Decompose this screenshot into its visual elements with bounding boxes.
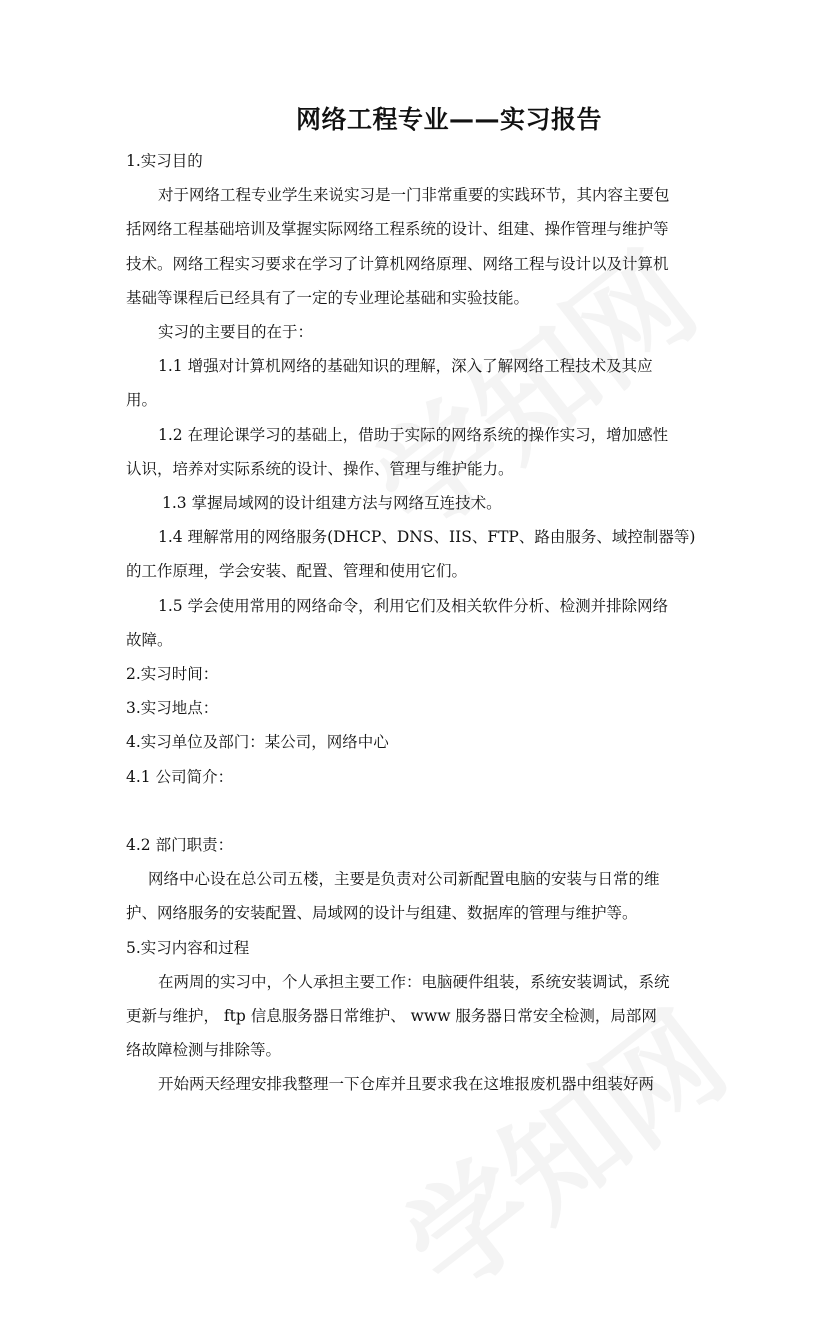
list-item-line: 故障。 <box>126 630 173 649</box>
list-item-line: 1.4 理解常用的网络服务(DHCP、DNS、IIS、FTP、路由服务、域控制器等) <box>158 528 696 547</box>
paragraph-line: 括网络工程基础培训及掌握实际网络工程系统的设计、组建、操作管理与维护等 <box>126 220 669 239</box>
paragraph-line: 开始两天经理安排我整理一下仓库并且要求我在这堆报废机器中组装好两 <box>158 1075 655 1094</box>
section-heading: 1.实习目的 <box>126 152 203 170</box>
document-title: 网络工程专业——实习报告 <box>295 105 602 134</box>
paragraph-line: 技术。网络工程实习要求在学习了计算机网络原理、网络工程与设计以及计算机 <box>126 254 669 273</box>
section-heading: 5.实习内容和过程 <box>126 938 250 957</box>
paragraph-line: 实习的主要目的在于： <box>158 323 314 342</box>
list-item-line: 的工作原理，学会安装、配置、管理和使用它们。 <box>126 562 468 581</box>
paragraph-line: 络故障检测与排除等。 <box>126 1041 282 1060</box>
paragraph-line: 对于网络工程专业学生来说实习是一门非常重要的实践环节，其内容主要包 <box>158 186 670 205</box>
list-item-line: 1.2 在理论课学习的基础上，借助于实际的网络系统的操作实习，增加感性 <box>158 425 669 444</box>
list-item-line: 认识，培养对实际系统的设计、操作、管理与维护能力。 <box>126 459 514 478</box>
section-heading: 4.1 公司简介： <box>126 767 234 786</box>
list-item-line: 用。 <box>126 391 158 410</box>
section-heading: 4.2 部门职责： <box>126 836 234 855</box>
paragraph-line: 基础等课程后已经具有了一定的专业理论基础和实验技能。 <box>126 288 530 307</box>
document-body <box>126 100 716 1102</box>
paragraph-line: 护、网络服务的安装配置、局域网的设计与组建、数据库的管理与维护等。 <box>126 904 638 923</box>
list-item-line: 1.3 掌握局域网的设计组建方法与网络互连技术。 <box>162 494 502 513</box>
paragraph-line: 网络中心设在总公司五楼，主要是负责对公司新配置电脑的安装与日常的维 <box>148 870 660 889</box>
list-item-line: 1.5 学会使用常用的网络命令，利用它们及相关软件分析、检测并排除网络 <box>158 596 669 615</box>
list-item-line: 1.1 增强对计算机网络的基础知识的理解，深入了解网络工程技术及其应 <box>158 357 653 376</box>
section-heading: 4.实习单位及部门：某公司，网络中心 <box>126 733 389 752</box>
paragraph-line: 更新与维护， ftp 信息服务器日常维护、 www 服务器日常安全检测，局部网 <box>126 1007 657 1026</box>
blank-line <box>126 794 716 828</box>
paragraph-line: 在两周的实习中，个人承担主要工作：电脑硬件组装，系统安装调试，系统 <box>158 972 670 991</box>
section-heading: 3.实习地点： <box>126 699 219 718</box>
section-heading: 2.实习时间： <box>126 665 219 684</box>
